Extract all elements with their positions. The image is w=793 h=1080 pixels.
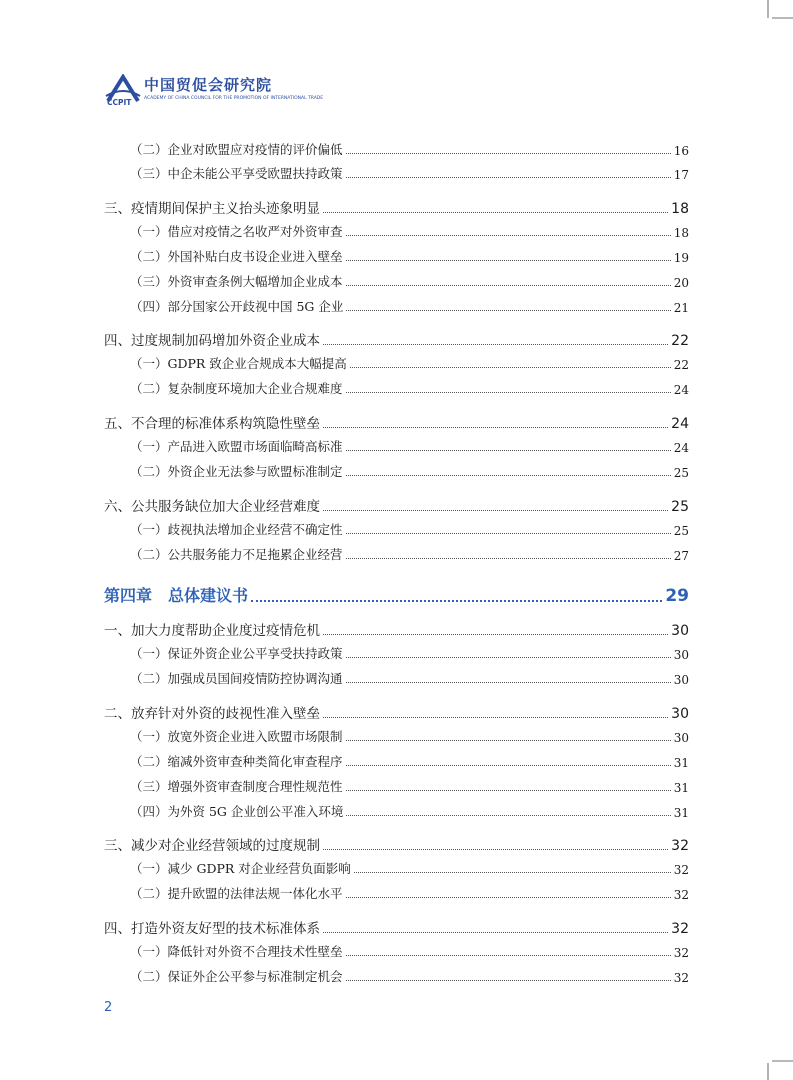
dot-leader bbox=[346, 789, 671, 791]
dot-leader bbox=[354, 871, 671, 873]
dot-leader bbox=[350, 366, 671, 368]
toc-entry-title: （二）公共服务能力不足拖累企业经营 bbox=[130, 547, 343, 562]
org-name: 中国贸促会研究院 bbox=[144, 76, 273, 94]
toc-entry-page: 20 bbox=[673, 276, 689, 290]
toc-entry-title: 一、加大力度帮助企业度过疫情危机 bbox=[104, 623, 320, 639]
toc-entry-title: （一）保证外资企业公平享受扶持政策 bbox=[130, 646, 343, 661]
toc-entry-title: （三）外资审查条例大幅增加企业成本 bbox=[130, 274, 343, 289]
toc-entry-title: （二）外国补贴白皮书设企业进入壁垒 bbox=[130, 249, 343, 264]
ccpit-logo bbox=[104, 74, 324, 108]
dot-leader bbox=[346, 896, 671, 898]
dot-leader bbox=[346, 814, 670, 816]
dot-leader bbox=[346, 954, 671, 956]
toc-entry-title: （二）缩减外资审查种类简化审查程序 bbox=[130, 754, 343, 769]
toc-section[interactable] bbox=[104, 700, 689, 722]
toc-entry-page: 29 bbox=[665, 586, 689, 606]
dot-leader bbox=[346, 391, 671, 393]
dot-leader bbox=[323, 211, 668, 213]
toc-subsection[interactable] bbox=[104, 725, 689, 745]
toc-entry-title: （三）增强外资审查制度合理性规范性 bbox=[130, 779, 343, 794]
dot-leader bbox=[323, 633, 668, 635]
dot-leader bbox=[346, 979, 671, 981]
toc-entry-title: 四、过度规制加码增加外资企业成本 bbox=[104, 333, 320, 349]
toc-subsection[interactable] bbox=[104, 750, 689, 770]
dot-leader bbox=[346, 152, 671, 154]
toc-subsection[interactable] bbox=[104, 518, 689, 538]
toc-entry-page: 16 bbox=[673, 144, 689, 158]
crop-mark-top-right bbox=[760, 0, 793, 20]
toc-entry-page: 32 bbox=[673, 888, 689, 902]
toc-entry-title: 二、放弃针对外资的歧视性准入壁垒 bbox=[104, 706, 320, 722]
toc-entry-title: （一）降低针对外资不合理技术性壁垒 bbox=[130, 944, 343, 959]
toc-entry-page: 30 bbox=[673, 648, 689, 662]
toc-subsection[interactable] bbox=[104, 270, 689, 290]
dot-leader bbox=[346, 656, 671, 658]
toc-section[interactable] bbox=[104, 195, 689, 217]
toc-subsection[interactable] bbox=[104, 965, 689, 985]
toc-entry-page: 32 bbox=[673, 946, 689, 960]
toc-chapter[interactable] bbox=[104, 580, 689, 606]
toc-entry-page: 30 bbox=[671, 623, 689, 639]
toc-entry-title: 三、减少对企业经营领域的过度规制 bbox=[104, 838, 320, 854]
toc-entry-title: （四）部分国家公开歧视中国 5G 企业 bbox=[130, 299, 344, 314]
ccpit-emblem-icon bbox=[104, 74, 142, 106]
toc-entry-title: （一）减少 GDPR 对企业经营负面影响 bbox=[130, 861, 351, 876]
toc-section[interactable] bbox=[104, 915, 689, 937]
toc-entry-page: 18 bbox=[673, 226, 689, 240]
dot-leader bbox=[346, 309, 670, 311]
toc-subsection[interactable] bbox=[104, 377, 689, 397]
crop-mark-bottom-right bbox=[760, 1055, 793, 1080]
toc-entry-title: （二）提升欧盟的法律法规一体化水平 bbox=[130, 886, 343, 901]
toc-section[interactable] bbox=[104, 410, 689, 432]
dot-leader bbox=[323, 931, 668, 933]
toc-entry-title: （一）放宽外资企业进入欧盟市场限制 bbox=[130, 729, 343, 744]
dot-leader bbox=[346, 234, 671, 236]
toc-entry-page: 32 bbox=[671, 838, 689, 854]
toc-entry-page: 25 bbox=[671, 499, 689, 515]
toc-entry-title: （四）为外资 5G 企业创公平准入环境 bbox=[130, 804, 344, 819]
dot-leader bbox=[323, 343, 668, 345]
toc-entry-page: 25 bbox=[673, 466, 689, 480]
toc-entry-page: 31 bbox=[673, 806, 689, 820]
toc-subsection[interactable] bbox=[104, 295, 689, 315]
toc-entry-page: 18 bbox=[671, 201, 689, 217]
toc-entry-page: 24 bbox=[673, 441, 689, 455]
toc-entry-page: 24 bbox=[673, 383, 689, 397]
toc-entry-page: 32 bbox=[671, 921, 689, 937]
toc-entry-page: 22 bbox=[671, 333, 689, 349]
toc-section[interactable] bbox=[104, 832, 689, 854]
toc-entry-page: 31 bbox=[673, 756, 689, 770]
toc-entry-page: 30 bbox=[671, 706, 689, 722]
toc-entry-title: （一）GDPR 致企业合规成本大幅提高 bbox=[130, 356, 347, 371]
dot-leader bbox=[346, 681, 671, 683]
toc-entry-page: 17 bbox=[673, 168, 689, 182]
toc-entry-title: 五、不合理的标准体系构筑隐性壁垒 bbox=[104, 416, 320, 432]
toc-subsection[interactable] bbox=[104, 667, 689, 687]
toc-entry-title: （二）企业对欧盟应对疫情的评价偏低 bbox=[130, 142, 343, 157]
toc-entry-page: 21 bbox=[673, 301, 689, 315]
toc-entry-page: 24 bbox=[671, 416, 689, 432]
toc-entry-page: 19 bbox=[673, 251, 689, 265]
toc-subsection[interactable] bbox=[104, 857, 689, 877]
dot-leader bbox=[346, 259, 671, 261]
toc-entry-page: 27 bbox=[673, 549, 689, 563]
toc-subsection[interactable] bbox=[104, 220, 689, 240]
dot-leader bbox=[346, 284, 671, 286]
toc-entry-title: 四、打造外资友好型的技术标准体系 bbox=[104, 921, 320, 937]
toc-entry-title: （一）借应对疫情之名收严对外资审查 bbox=[130, 224, 343, 239]
toc-subsection[interactable] bbox=[104, 138, 689, 158]
toc-subsection[interactable] bbox=[104, 642, 689, 662]
toc-entry-title: （三）中企未能公平享受欧盟扶持政策 bbox=[130, 166, 343, 181]
page-number: 2 bbox=[104, 1000, 113, 1015]
toc-entry-title: （一）歧视执法增加企业经营不确定性 bbox=[130, 522, 343, 537]
toc-entry-page: 30 bbox=[673, 731, 689, 745]
org-name-en: ACADEMY OF CHINA COUNCIL FOR THE PROMOTION OF INTERNATIONAL TRADE bbox=[144, 96, 324, 101]
dot-leader bbox=[323, 509, 668, 511]
toc-subsection[interactable] bbox=[104, 543, 689, 563]
toc-entry-title: 第四章 总体建议书 bbox=[104, 586, 249, 605]
dot-leader bbox=[346, 764, 671, 766]
toc-subsection[interactable] bbox=[104, 940, 689, 960]
toc-subsection[interactable] bbox=[104, 162, 689, 182]
toc-section[interactable] bbox=[104, 617, 689, 639]
dot-leader bbox=[346, 532, 671, 534]
dot-leader bbox=[323, 426, 668, 428]
toc-entry-title: （二）保证外企公平参与标准制定机会 bbox=[130, 969, 343, 984]
dot-leader bbox=[346, 449, 671, 451]
toc-entry-title: （二）加强成员国间疫情防控协调沟通 bbox=[130, 671, 343, 686]
toc-section[interactable] bbox=[104, 327, 689, 349]
toc-entry-title: （二）外资企业无法参与欧盟标准制定 bbox=[130, 464, 343, 479]
toc-entry-title: 六、公共服务缺位加大企业经营难度 bbox=[104, 499, 320, 515]
toc-entry-page: 32 bbox=[673, 971, 689, 985]
toc-entry-page: 22 bbox=[673, 358, 689, 372]
logo-letters: CCPIT bbox=[107, 98, 132, 106]
dot-leader bbox=[346, 739, 671, 741]
toc-entry-title: 三、疫情期间保护主义抬头迹象明显 bbox=[104, 201, 320, 217]
dot-leader bbox=[251, 599, 662, 602]
toc-subsection[interactable] bbox=[104, 882, 689, 902]
toc-subsection[interactable] bbox=[104, 245, 689, 265]
dot-leader bbox=[346, 176, 671, 178]
toc-entry-page: 31 bbox=[673, 781, 689, 795]
toc-entry-page: 30 bbox=[673, 673, 689, 687]
toc-entry-page: 25 bbox=[673, 524, 689, 538]
toc-subsection[interactable] bbox=[104, 800, 689, 820]
dot-leader bbox=[346, 557, 671, 559]
toc-subsection[interactable] bbox=[104, 460, 689, 480]
toc-entry-title: （一）产品进入欧盟市场面临畸高标准 bbox=[130, 439, 343, 454]
dot-leader bbox=[323, 848, 668, 850]
dot-leader bbox=[323, 716, 668, 718]
dot-leader bbox=[346, 474, 671, 476]
toc-entry-title: （二）复杂制度环境加大企业合规难度 bbox=[130, 381, 343, 396]
toc-entry-page: 32 bbox=[673, 863, 689, 877]
toc-section[interactable] bbox=[104, 493, 689, 515]
toc-subsection[interactable] bbox=[104, 775, 689, 795]
toc-subsection[interactable] bbox=[104, 352, 689, 372]
toc-subsection[interactable] bbox=[104, 435, 689, 455]
